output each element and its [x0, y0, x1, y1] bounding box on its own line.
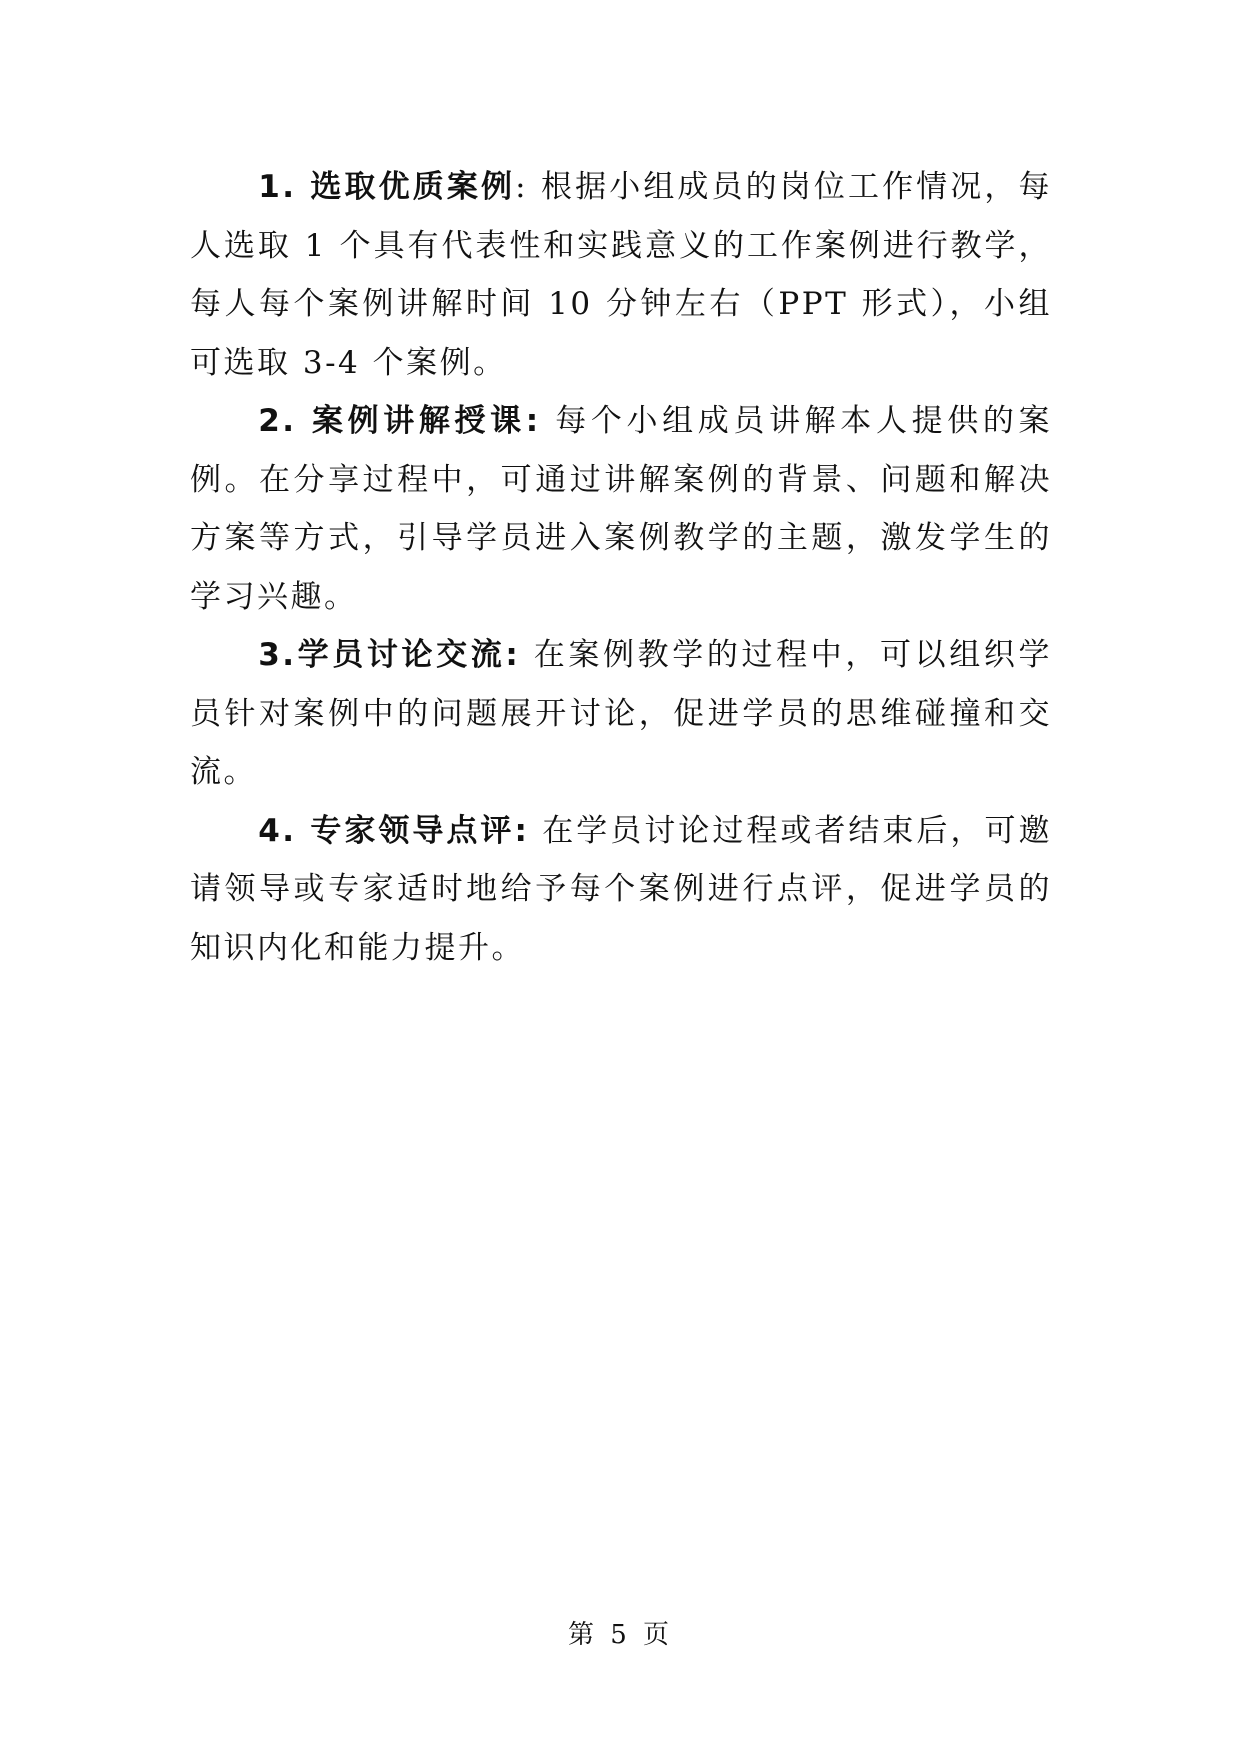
paragraph-text: : 根据小组成员的岗位工作情况，每人选取 1 个具有代表性和实践意义的工作案例进行教学，每人每个案例讲解时间 10 分钟左右（PPT 形式），小组可选取 3-4 个案例。	[190, 169, 1053, 381]
page-number: 第 5 页	[567, 1620, 674, 1650]
paragraph-case-lecture	[190, 392, 1052, 626]
paragraph-heading: 3.学员讨论交流:	[258, 637, 521, 673]
paragraph-text: 每个小组成员讲解本人提供的案例。在分享过程中，可通过讲解案例的背景、问题和解决方案等方式，引导学员进入案例教学的主题，激发学生的学习兴趣。	[190, 403, 1052, 615]
paragraph-discussion	[190, 626, 1052, 802]
paragraph-text: 在学员讨论过程或者结束后，可邀请领导或专家适时地给予每个案例进行点评，促进学员的知识内化和能力提升。	[190, 812, 1052, 966]
document-body	[190, 158, 1052, 977]
paragraph-heading: 1. 选取优质案例	[258, 169, 516, 205]
paragraph-expert-review	[190, 802, 1052, 978]
paragraph-select-cases	[190, 158, 1052, 392]
paragraph-heading: 2. 案例讲解授课:	[258, 403, 541, 439]
paragraph-heading: 4. 专家领导点评:	[258, 812, 530, 849]
paragraph-text: 在案例教学的过程中，可以组织学员针对案例中的问题展开讨论，促进学员的思维碰撞和交流。	[190, 637, 1052, 790]
